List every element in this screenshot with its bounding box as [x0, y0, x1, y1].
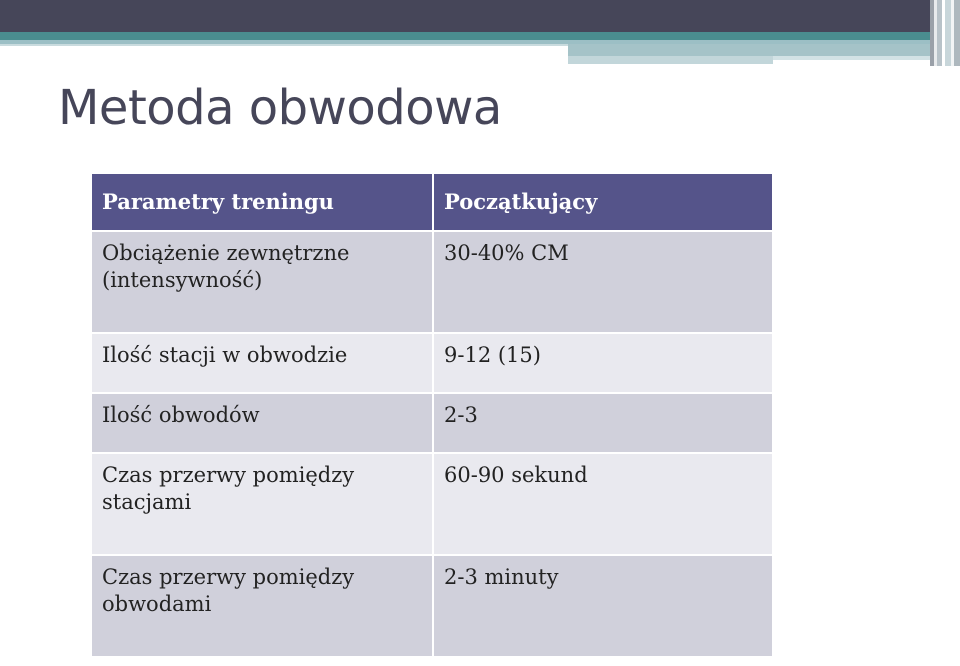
table-cell-parameter: Czas przerwy pomiędzy obwodami — [92, 556, 432, 656]
table-header-beginner: Początkujący — [434, 174, 772, 230]
table-cell-parameter: Ilość stacji w obwodzie — [92, 334, 432, 392]
table-cell-parameter: Czas przerwy pomiędzy stacjami — [92, 454, 432, 554]
table-header-parameter: Parametry treningu — [92, 174, 432, 230]
table-row — [92, 394, 772, 452]
decor-band-right — [568, 44, 930, 56]
decor-band-teal — [0, 32, 930, 40]
decor-band-right-lower — [568, 56, 773, 64]
table-header-row — [92, 174, 772, 230]
table-cell-value: 60-90 sekund — [434, 454, 772, 554]
table-cell-value: 30-40% CM — [434, 232, 772, 332]
slide-title: Metoda obwodowa — [58, 80, 502, 136]
table-cell-parameter: Ilość obwodów — [92, 394, 432, 452]
table-cell-value: 9-12 (15) — [434, 334, 772, 392]
table-cell-parameter: Obciążenie zewnętrzne (intensywność) — [92, 232, 432, 332]
table-cell-value: 2-3 — [434, 394, 772, 452]
decor-band-lighter — [0, 44, 568, 46]
table-row — [92, 556, 772, 656]
table-row — [92, 334, 772, 392]
parameters-table — [90, 172, 774, 658]
decor-band-right-edge — [773, 56, 930, 60]
top-bar — [0, 0, 960, 32]
table-cell-value: 2-3 minuty — [434, 556, 772, 656]
table-row — [92, 454, 772, 554]
decor-stripes — [930, 0, 960, 66]
table-row — [92, 232, 772, 332]
